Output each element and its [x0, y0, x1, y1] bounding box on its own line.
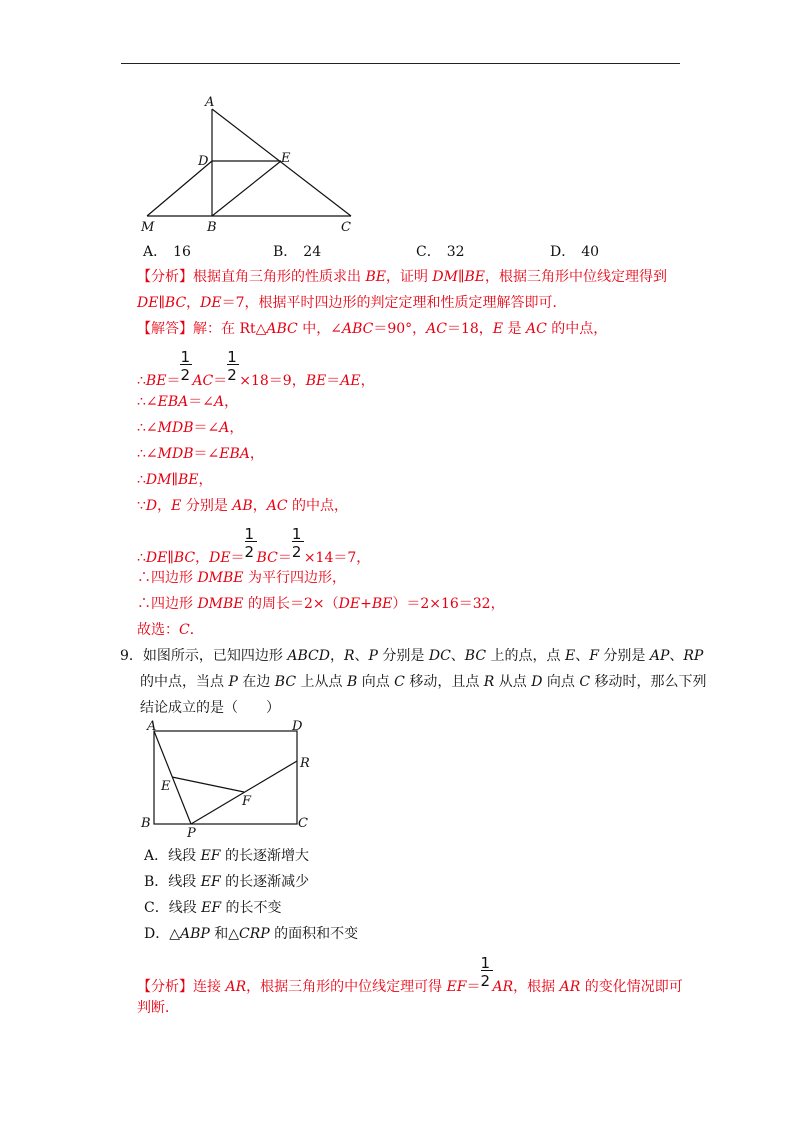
- q9-option-a: A．线段 EF 的长逐渐增大: [144, 848, 309, 864]
- q8-solution-line1: ∴BE＝ $\frac{1}{2}$ AC＝ $\frac{1}{2}$ ×18＝9，BE＝AE，: [137, 348, 375, 389]
- label-R: R: [300, 756, 310, 771]
- label-A: A: [147, 719, 157, 734]
- label-F: F: [242, 794, 252, 809]
- header-rule: [121, 63, 680, 64]
- q8-option-d: D． 40: [550, 244, 600, 260]
- label-M: M: [141, 220, 155, 235]
- label-C: C: [341, 220, 351, 235]
- label-E: E: [281, 151, 291, 166]
- q8-analysis-line2: DE∥BC，DE＝7，根据平时四边形的判定定理和性质定理解答即可．: [137, 295, 567, 311]
- label-B: B: [207, 220, 217, 235]
- label-D: D: [198, 154, 209, 169]
- q8-solution-line2: ∴∠EBA＝∠A，: [137, 394, 239, 410]
- label-P: P: [187, 826, 196, 840]
- q9-stem-line1: 9．如图所示，已知四边形 ABCD，R、P 分别是 DC、BC 上的点，点 E、F 分别是 AP、RP: [120, 648, 704, 664]
- label-C: C: [298, 816, 308, 831]
- q8-solution-line8: ∴四边形 DMBE 为平行四边形，: [137, 570, 346, 586]
- q9-analysis-line1: 【分析】连接 AR，根据三角形的中位线定理可得 EF＝ $\frac{1}{2}$ AR，根据 AR 的变化情况即可: [137, 954, 683, 995]
- q8-solution-line4: ∴∠MDB＝∠EBA，: [137, 446, 264, 462]
- q8-solution-line3: ∴∠MDB＝∠A，: [137, 420, 244, 436]
- q8-option-a: A． 16: [143, 244, 191, 260]
- label-E: E: [161, 779, 171, 794]
- rectangle-figure: [135, 715, 325, 840]
- label-B: B: [141, 816, 151, 831]
- q8-solution-line0: 【解答】解：在 Rt△ABC 中，∠ABC＝90°，AC＝18，E 是 AC 的中点，: [137, 321, 608, 337]
- q8-solution-line6: ∵D，E 分别是 AB，AC 的中点，: [137, 498, 348, 514]
- q9-analysis-line2: 判断．: [137, 1000, 179, 1016]
- q8-solution-line5: ∴DM∥BE，: [137, 472, 213, 488]
- q9-stem-line2: 的中点，当点 P 在边 BC 上从点 B 向点 C 移动，且点 R 从点 D 向点 C 移动时，那么下列: [140, 674, 707, 690]
- label-A: A: [205, 95, 215, 110]
- fraction-half: $\frac{1}{2}$: [180, 365, 192, 385]
- fraction-half: $\frac{1}{2}$: [292, 542, 304, 562]
- q8-solution-line10: 故选：C．: [137, 622, 204, 638]
- q8-analysis-line1: 【分析】根据直角三角形的性质求出 BE，证明 DM∥BE，根据三角形中位线定理得到: [137, 269, 667, 285]
- fraction-half: $\frac{1}{2}$: [481, 971, 493, 991]
- fraction-half: $\frac{1}{2}$: [227, 365, 239, 385]
- q9-stem-line3: 结论成立的是（ ）: [140, 700, 280, 716]
- q9-option-c: C．线段 EF 的长不变: [144, 900, 282, 916]
- q9-option-d: D．△ABP 和△CRP 的面积和不变: [144, 926, 359, 942]
- q8-solution-line9: ∴四边形 DMBE 的周长＝2×（DE+BE）＝2×16＝32，: [137, 596, 505, 612]
- q9-option-b: B．线段 EF 的长逐渐减少: [144, 874, 310, 890]
- label-D: D: [292, 719, 303, 734]
- q8-option-b: B． 24: [273, 244, 322, 260]
- q8-solution-line7: ∴DE∥BC，DE＝ $\frac{1}{2}$ BC＝ $\frac{1}{2}$ ×14＝7，: [137, 525, 371, 566]
- q8-option-c: C． 32: [416, 244, 465, 260]
- triangle-figure: [135, 92, 365, 237]
- fraction-half: $\frac{1}{2}$: [245, 542, 257, 562]
